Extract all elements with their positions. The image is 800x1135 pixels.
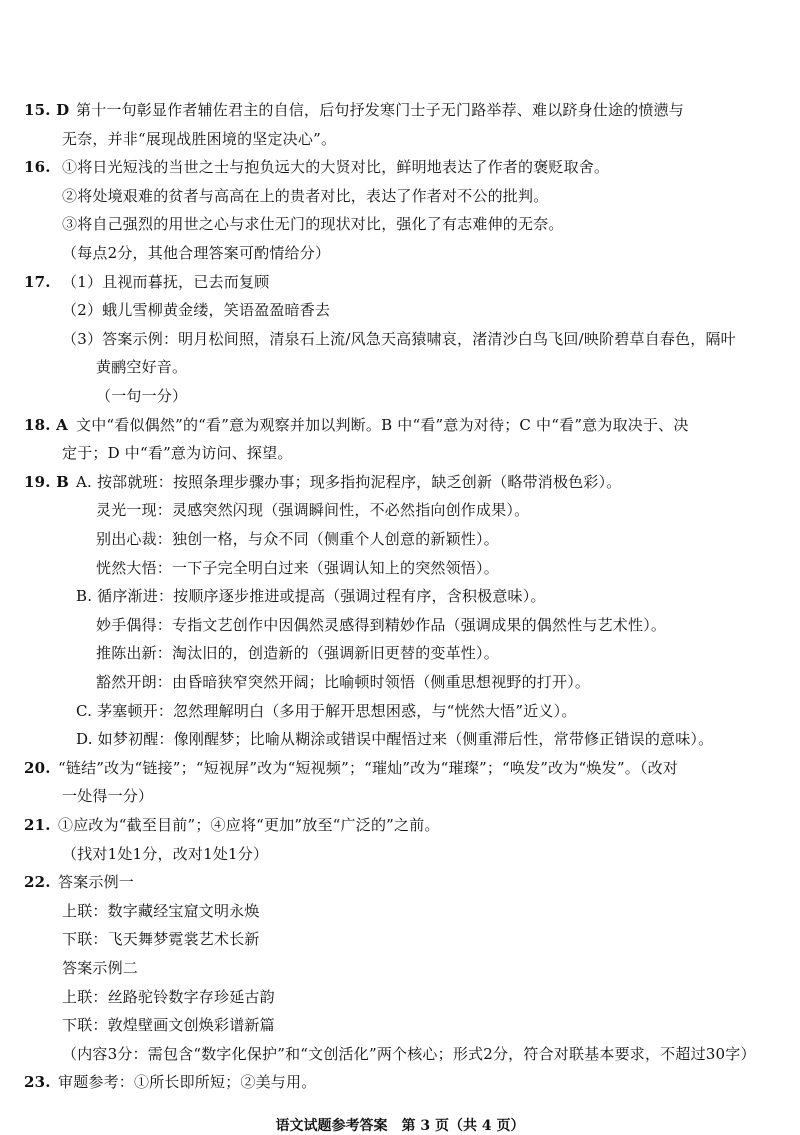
- q22-line: 下联：敦煌壁画文创焕彩谱新篇: [62, 1016, 275, 1035]
- q19-line: 灵光一现：灵感突然闪现（强调瞬间性，不必然指向创作成果）。: [96, 501, 530, 520]
- q17-line: （1）且视而暮抚，已去而复顾: [62, 272, 270, 291]
- q16-line: ②将处境艰难的贫者与高高在上的贵者对比，表达了作者对不公的批判。: [62, 186, 549, 205]
- q15-line: 无奈，并非“展现战胜困境的坚定决心”。: [62, 129, 337, 148]
- q22-line: 答案示例二: [62, 959, 139, 977]
- q23-number: 23.: [24, 1073, 51, 1092]
- q19-line: 推陈出新：淘汰旧的，创造新的（强调新旧更替的变革性）。: [96, 644, 499, 663]
- q19-line: A. 按部就班：按照条理步骤办事；现多指拘泥程序，缺乏创新（略带消极色彩）。: [76, 472, 622, 491]
- page-footer: 语文试题参考答案 第 3 页（共 4 页）: [275, 1118, 525, 1134]
- q19-line: D. 如梦初醒：像刚醒梦；比喻从糊涂或错误中醒悟过来（侧重滞后性，常带修正错误的意味）。: [76, 730, 714, 749]
- q17-scoring-note: （一句一分）: [96, 387, 188, 405]
- q19-number: 19. B: [24, 472, 69, 491]
- q22-line: 上联：数字藏经宝窟文明永焕: [62, 901, 260, 920]
- q16-line: ①将日光短浅的当世之士与抱负远大的大贤对比，鲜明地表达了作者的褒贬取舍。: [62, 158, 610, 177]
- q22-line: 上联：丝路驼铃数字存珍延古韵: [62, 987, 275, 1006]
- q23-line: 审题参考：①所长即所短；②美与用。: [58, 1073, 317, 1092]
- q22-scoring-note: （内容3分：需包含“数字化保护”和“文创活化”两个核心；形式2分，符合对联基本要求，不超过30字）: [62, 1044, 756, 1063]
- q18-number: 18. A: [24, 415, 68, 434]
- q19-line: C. 茅塞顿开：忽然理解明白（多用于解开思想困惑，与“恍然大悟”近义）。: [76, 701, 577, 720]
- q16-scoring-note: （每点2分，其他合理答案可酌情给分）: [62, 244, 331, 262]
- q19-line: B. 循序渐进：按顺序逐步推进或提高（强调过程有序，含积极意味）。: [76, 587, 546, 606]
- q22-line: 下联：飞天舞梦霓裳艺术长新: [62, 930, 260, 949]
- q15-line: 第十一句彰显作者辅佐君主的自信，后句抒发寒门士子无门路举荐、难以跻身仕途的愤懑与: [76, 101, 685, 119]
- q19-line: 豁然开朗：由昏暗狭窄突然开阔；比喻顿时领悟（侧重思想视野的打开）。: [96, 673, 591, 691]
- q17-line: （3）答案示例：明月松间照，清泉石上流/风急天高猿啸哀，渚清沙白鸟飞回/映阶碧草自春色，隔叶: [62, 329, 736, 348]
- q20-line: 一处得一分）: [62, 787, 154, 806]
- q16-number: 16.: [24, 158, 51, 177]
- q22-number: 22.: [24, 873, 51, 892]
- q21-line: ①应改为“截至目前”；④应将“更加”放至“广泛的”之前。: [58, 816, 440, 834]
- q20-line: “链结”改为“链接”；“短视屏”改为“短视频”；“璀灿”改为“璀璨”；“唤发”改为“焕发”。（改对: [58, 758, 678, 777]
- q17-line: 黄鹂空好音。: [96, 358, 188, 377]
- q22-line: 答案示例一: [58, 873, 135, 892]
- q18-line: 定于；D 中“看”意为访问、探望。: [62, 444, 293, 463]
- q17-number: 17.: [24, 272, 51, 291]
- q19-line: 恍然大悟：一下子完全明白过来（强调认知上的突然领悟）。: [96, 558, 499, 577]
- q20-number: 20.: [24, 758, 51, 777]
- q19-line: 别出心裁：独创一格，与众不同（侧重个人创意的新颖性）。: [96, 530, 499, 548]
- q21-scoring-note: （找对1处1分，改对1处1分）: [62, 844, 269, 863]
- q17-line: （2）蛾儿雪柳黄金缕，笑语盈盈暗香去: [62, 301, 331, 320]
- q18-line: 文中“看似偶然”的“看”意为观察并加以判断。B 中“看”意为对待；C 中“看”意为取决于、决: [76, 415, 689, 434]
- q19-line: 妙手偶得：专指文艺创作中因偶然灵感得到精妙作品（强调成果的偶然性与艺术性）。: [96, 615, 667, 634]
- q16-line: ③将自己强烈的用世之心与求仕无门的现状对比，强化了有志难伸的无奈。: [62, 215, 564, 234]
- q21-number: 21.: [24, 816, 51, 834]
- q15-number: 15. D: [24, 101, 70, 119]
